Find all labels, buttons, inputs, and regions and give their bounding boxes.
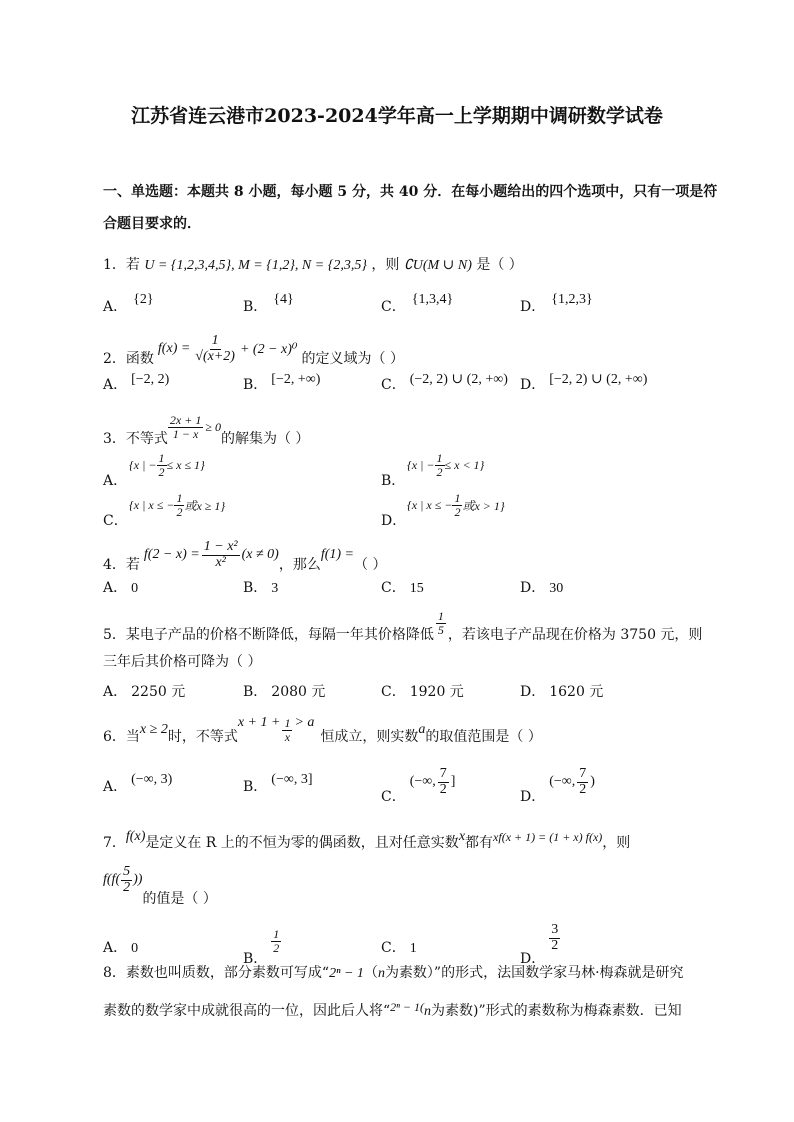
q2-fraction: $\frac{1}{√(x+2)}$: [195, 332, 235, 364]
q3-lead: 3．不等式: [103, 431, 168, 447]
q6-var: a: [418, 722, 426, 737]
q2-function-tail: + (2 − x)⁰: [239, 341, 298, 357]
q7-equation: xf(x + 1) = (1 + x) f(x): [493, 829, 603, 844]
q6-ineq-pre: x + 1 +: [237, 715, 281, 730]
q6-option-a: A． (−∞, 3): [103, 772, 173, 795]
q6-lead: 6．当: [103, 729, 140, 745]
q7-fraction: $\frac{5}{2}$: [123, 863, 131, 895]
question-8-line1: 8．素数也叫质数，部分素数可写成“2ⁿ − 1（n为素数）”的形式，法国数学家马林·梅森就是研究: [103, 965, 684, 981]
q5-option-d: D． 1620 元: [520, 684, 604, 700]
page-title: 江苏省连云港市2023-2024学年高一上学期期中调研数学试卷: [131, 105, 663, 127]
q1-tail: 是（ ）: [476, 257, 523, 273]
q2-option-b: B． [−2, +∞): [243, 372, 321, 393]
q4-fraction: $\frac{\text{1 − x²}}{\text{x²}}$: [203, 538, 238, 570]
q4-option-a: A． 0: [103, 580, 139, 596]
q4-tail: （ ）: [354, 557, 387, 573]
q5-option-c: C． 1920 元: [381, 684, 464, 700]
q1-sets: U = {1,2,3,4,5}, M = {1,2}, N = {2,3,5}: [144, 258, 367, 273]
q5-fraction: $\frac{1}{5}$: [437, 608, 444, 637]
question-2: [103, 330, 404, 368]
q7-var: x: [458, 829, 466, 844]
q2-function-lhs: f(x) =: [157, 341, 191, 356]
q7-text2: 都有: [465, 835, 494, 851]
q3-fraction: $\frac{2x + 1}{1 - x}$: [169, 412, 202, 441]
q1-lead: 1．若: [103, 257, 140, 273]
q6-option-c: C． (−∞, $\frac{7}{2}$ ]: [381, 765, 456, 805]
q6-mid: 时，不等式: [167, 729, 238, 745]
q6-option-d: D． (−∞, $\frac{7}{2}$ ): [520, 765, 595, 805]
q7-option-b: B． $\frac{1}{2}$: [243, 926, 280, 967]
q3-option-c: C． {x | x ≤ − $\frac{1}{2}$ 或x ≥ 1}: [103, 491, 226, 529]
q4-option-c: C． 15: [381, 580, 424, 596]
q3-tail: 的解集为（ ）: [220, 431, 310, 447]
q7-fx: f(x): [125, 829, 146, 844]
q1-option-a: A． {2}: [103, 292, 154, 315]
q7-lead: 7．: [103, 835, 126, 851]
q2-lead: 2．函数: [103, 351, 154, 367]
q4-expr: f(1) =: [320, 547, 355, 562]
q2-option-d: D． [−2, 2) ∪ (2, +∞): [520, 372, 648, 393]
section-header-line2: 合题目要求的．: [103, 216, 201, 232]
q1-option-c: C． {1,3,4}: [381, 292, 454, 315]
q7-expression-line: [103, 852, 217, 908]
q3-relation: ≥ 0: [205, 419, 221, 434]
q6-tail: 的取值范围是（ ）: [425, 729, 542, 745]
q2-tail: 的定义域为（ ）: [301, 351, 404, 367]
q3-option-b: B． {x | − $\frac{1}{2}$ ≤ x < 1}: [381, 451, 485, 489]
q5-option-b: B． 2080 元: [243, 684, 326, 700]
q7-option-d: D． $\frac{3}{2}$: [520, 921, 559, 967]
question-3: [103, 406, 309, 448]
q7-option-a: A． 0: [103, 940, 139, 956]
q2-option-a: A． [−2, 2): [103, 372, 170, 393]
q7-text3: ，则: [602, 835, 631, 851]
q7-tail: 的值是（ ）: [142, 891, 217, 907]
q6-ineq-post: > a: [294, 715, 315, 730]
question-6: [103, 714, 542, 746]
q6-condition: x ≥ 2: [139, 722, 168, 737]
q4-lhs: f(2 − x) =: [143, 547, 200, 562]
q4-option-b: B． 3: [243, 580, 279, 596]
q5-line1a: 5．某电子产品的价格不断降低，每隔一年其价格降低: [103, 627, 434, 643]
q4-lead: 4．若: [103, 557, 140, 573]
q3-option-a: A． {x | − $\frac{1}{2}$ ≤ x ≤ 1}: [103, 451, 205, 489]
q5-option-a: A． 2250 元: [103, 684, 186, 700]
q4-condition: (x ≠ 0): [241, 547, 279, 562]
q1-option-d: D． {1,2,3}: [520, 292, 593, 315]
q7-expr-pre: f(f(: [103, 872, 121, 887]
q6-mid2: 恒成立，则实数: [320, 729, 419, 745]
q1-complement: ∁U(M ∪ N): [403, 258, 472, 273]
question-7: [103, 822, 630, 852]
question-8-line2: 素数的数学家中成就很高的一位，因此后人将“2ⁿ − 1(n为素数)”形式的素数称为梅森素数．已知: [103, 1000, 682, 1019]
q6-option-b: B． (−∞, 3]: [243, 772, 313, 795]
q4-mid: ，那么: [278, 557, 321, 573]
q5-line2: 三年后其价格可降为（ ）: [103, 654, 262, 670]
q6-fraction: $\frac{1}{x}$: [284, 715, 291, 744]
q1-mid: ，则: [371, 257, 400, 273]
question-5: [103, 602, 702, 644]
q1-option-b: B． {4}: [243, 292, 294, 315]
q7-expr-post: )): [133, 872, 143, 887]
q7-text1: 是定义在 R 上的不恒为零的偶函数，且对任意实数: [145, 835, 459, 851]
question-4: [103, 536, 386, 574]
q7-option-c: C． 1: [381, 940, 417, 956]
section-header-line1: 一、单选题：本题共 8 小题，每小题 5 分，共 40 分．在每小题给出的四个选项中，只有一项是符: [103, 184, 718, 200]
question-1: [103, 254, 523, 274]
q5-line1b: ，若该电子产品现在价格为 3750 元，则: [447, 627, 703, 643]
q2-option-c: C． (−2, 2) ∪ (2, +∞): [381, 372, 508, 393]
q3-option-d: D． {x | x ≤ − $\frac{1}{2}$ 或x > 1}: [381, 491, 505, 529]
q4-option-d: D． 30: [520, 580, 564, 596]
